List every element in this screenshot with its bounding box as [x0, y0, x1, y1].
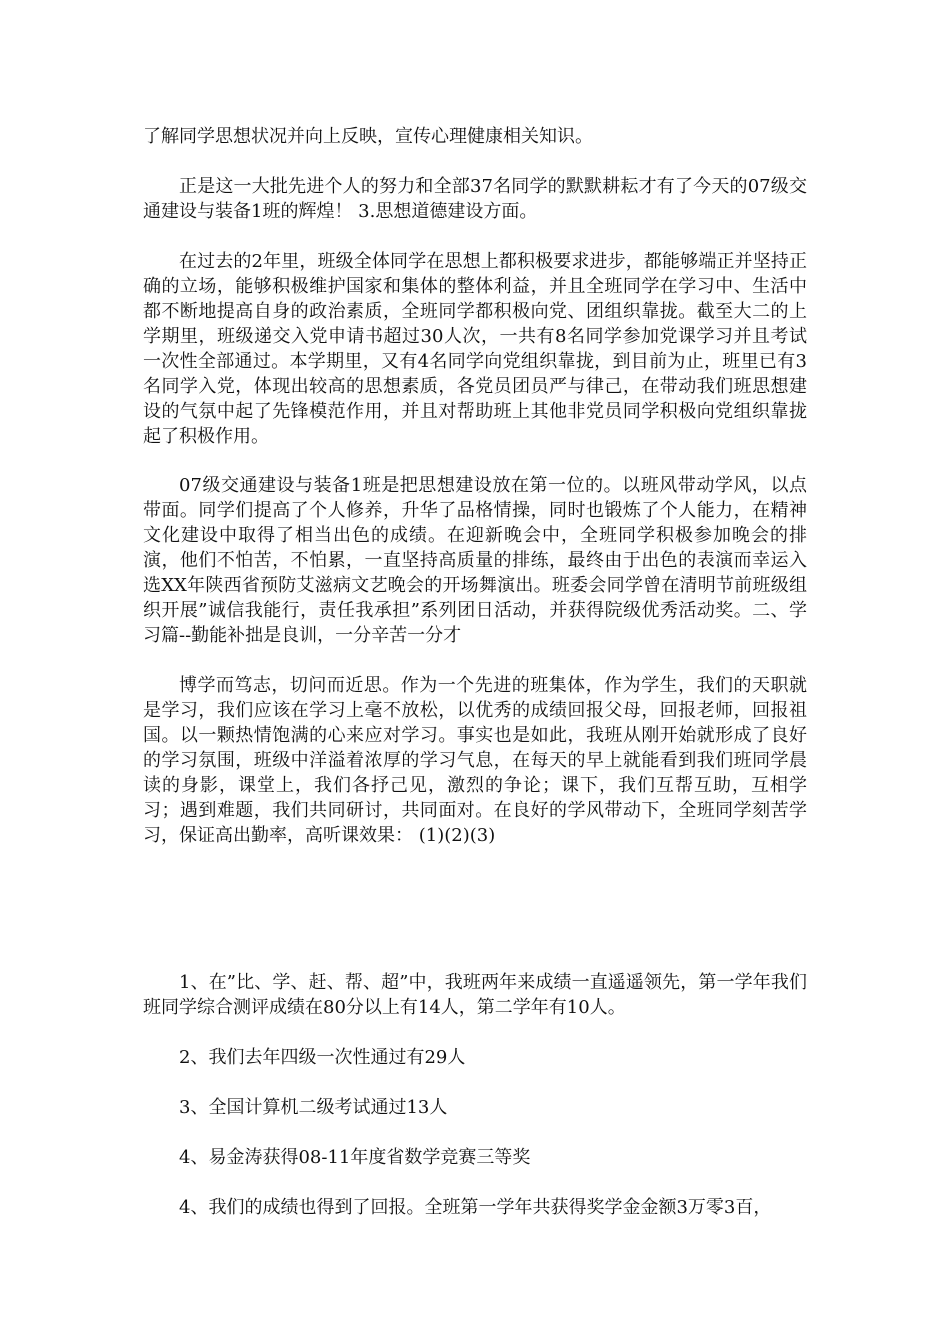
paragraph-class-culture: 07级交通建设与装备1班是把思想建设放在第一位的。以班风带动学风，以点带面。同学们提高了个人修养，升华了品格情操，同时也锻炼了个人能力，在精神文化建设中取得了相当出色的成绩。在迎新晚会中，全班同学积极参加晚会的排演，他们不怕苦，不怕累，一直坚持高质量的排练，最终由于出色的表演而幸运入选XX年陕西省预防艾滋病文艺晚会的开场舞演出。班委会同学曾在清明节前班级组织开展”诚信我能行，责任我承担”系列团日活动，并获得院级优秀活动奖。二、学习篇--勤能补拙是良训，一分辛苦一分才 [143, 475, 807, 646]
list-item-achievement-2: 2、我们去年四级一次性通过有29人 [179, 1047, 466, 1068]
paragraph-intro-continuation: 了解同学思想状况并向上反映，宣传心理健康相关知识。 [143, 126, 593, 147]
paragraph-study: 博学而笃志，切问而近思。作为一个先进的班集体，作为学生，我们的天职就是学习，我们应该在学习上毫不放松，以优秀的成绩回报父母，回报老师，回报祖国。以一颗热情饱满的心来应对学习。事实也是如此，我班从刚开始就形成了良好的学习氛围，班级中洋溢着浓厚的学习气息，在每天的早上就能看到我们班同学晨读的身影，课堂上，我们各抒己见，激烈的争论；课下，我们互帮互助，互相学习；遇到难题，我们共同研讨，共同面对。在良好的学风带动下，全班同学刻苦学习，保证高出勤率，高听课效果： (1)(2)(3) [143, 675, 807, 846]
list-item-achievement-5: 4、我们的成绩也得到了回报。全班第一学年共获得奖学金金额3万零3百， [179, 1197, 772, 1218]
list-item-achievement-3: 3、全国计算机二级考试通过13人 [179, 1097, 448, 1118]
paragraph-ideology: 在过去的2年里，班级全体同学在思想上都积极要求进步，都能够端正并坚持正确的立场，能够积极维护国家和集体的整体利益，并且全班同学在学习中、生活中都不断地提高自身的政治素质，全班同学都积极向党、团组织靠拢。截至大二的上学期里，班级递交入党申请书超过30人次，一共有8名同学参加党课学习并且考试一次性全部通过。本学期里，又有4名同学向党组织靠拢，到目前为止，班里已有3名同学入党，体现出较高的思想素质，各党员团员严与律己，在带动我们班思想建设的气氛中起了先锋模范作用，并且对帮助班上其他非党员同学积极向党组织靠拢起了积极作用。 [143, 251, 807, 447]
list-item-achievement-1: 1、在”比、学、赶、帮、超”中，我班两年来成绩一直遥遥领先，第一学年我们班同学综合测评成绩在80分以上有14人，第二学年有10人。 [143, 972, 807, 1018]
list-item-achievement-4: 4、易金涛获得08-11年度省数学竞赛三等奖 [179, 1147, 531, 1168]
paragraph-class-glory: 正是这一大批先进个人的努力和全部37名同学的默默耕耘才有了今天的07级交通建设与装备1班的辉煌！ 3.思想道德建设方面。 [143, 176, 807, 222]
